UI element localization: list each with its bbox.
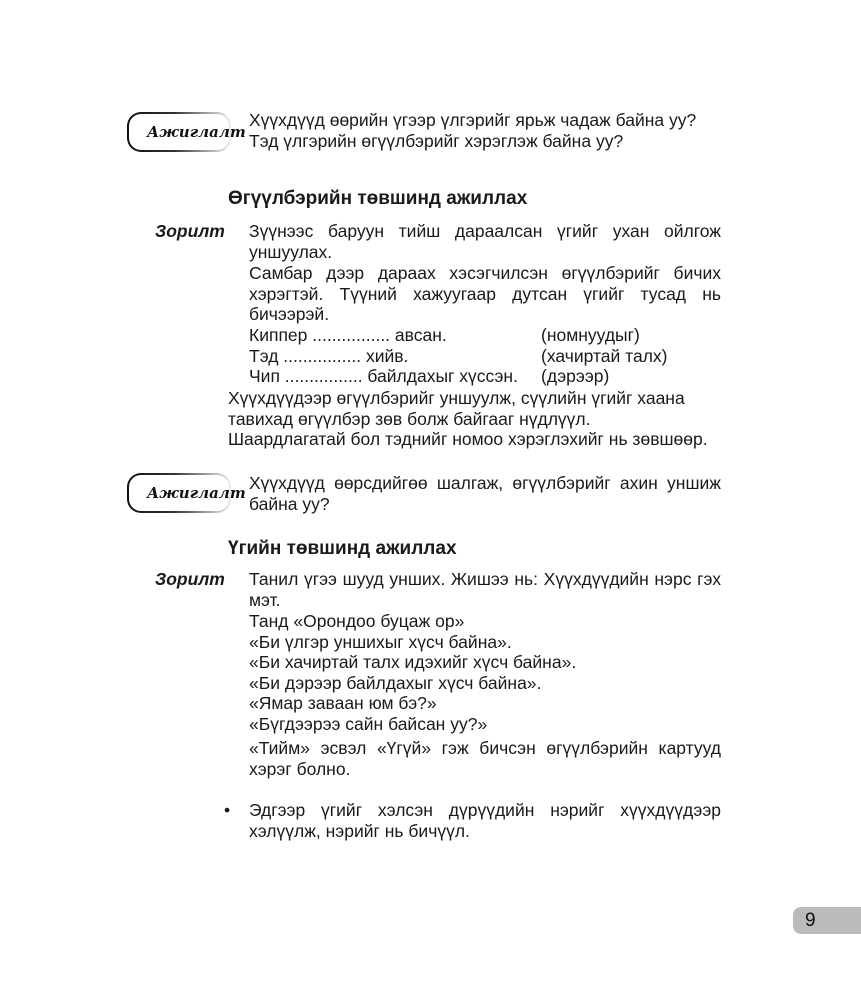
page-number: 9: [805, 910, 816, 931]
goal-label: Зорилт: [155, 569, 225, 589]
observation-text: Хүүхдүүд өөрсдийгөө шалгаж, өгүүлбэрийг ахин уншиж байна уу?: [249, 473, 721, 514]
instruction-text: Самбар дээр дараах хэсэгчилсэн өгүүлбэрийг бичих хэрэгтэй. Түүний хажуугаар дутсан үгийг тусад нь бичээрэй.: [249, 263, 721, 324]
goal-text: Зүүнээс баруун тийш дараалсан үгийг ухан ойлгож уншуулах.: [249, 221, 721, 262]
exercise-row: Чип ................ байлдахыг хүссэн. (дэрээр): [249, 366, 610, 386]
observation-label: Ажиглалт: [147, 484, 246, 502]
observation-text: Хүүхдүүд өөрийн үгээр үлгэрийг ярьж чадаж байна уу? Тэд үлгэрийн өгүүлбэрийг хэрэглэж байна уу?: [249, 110, 697, 151]
observation-label: Ажиглалт: [147, 123, 246, 141]
cards-text: «Тийм» эсвэл «Үгүй» гэж бичсэн өгүүлбэрийн картууд хэрэг болно.: [249, 738, 721, 779]
bullet-marker: •: [224, 800, 231, 820]
exercise-row: Тэд ................ хийв. (хачиртай талх): [249, 345, 668, 366]
section-heading: Өгүүлбэрийн төвшинд ажиллах: [228, 188, 528, 209]
goal-text: Танил үгээ шууд унших. Жишээ нь: Хүүхдүүдийн нэрс гэх мэт.: [249, 569, 721, 610]
section-heading: Үгийн төвшинд ажиллах: [228, 538, 457, 559]
after-text: Хүүхдүүдээр өгүүлбэрийг уншуулж, сүүлийн үгийг хаана тавихад өгүүлбэр зөв болж байгааг нүдлүүл. Шаардлагатай бол тэднийг номоо хэрэглэхийг нь зөвшөөр.: [228, 388, 708, 449]
exercise-list: [249, 325, 721, 387]
bullet-text: Эдгээр үгийг хэлсэн дүрүүдийн нэрийг хүүхдүүдээр хэлүүлж, нэрийг нь бичүүл.: [249, 800, 721, 841]
page-number-tab: [793, 907, 861, 934]
observation-badge: [127, 473, 246, 513]
goal-label: Зорилт: [155, 221, 225, 241]
example-lines: Танд «Орондоо буцаж ор» «Би үлгэр уншихыг хүсч байна». «Би хачиртай талх идэхийг хүсч байна». «Би дэрээр байлдахыг хүсч байна». «Ямар заваан юм бэ?» «Бүгдээрээ сайн байсан уу?»: [249, 611, 577, 734]
exercise-row: Киппер ................ авсан. (номнуудыг): [249, 325, 640, 345]
observation-badge: [127, 112, 246, 152]
